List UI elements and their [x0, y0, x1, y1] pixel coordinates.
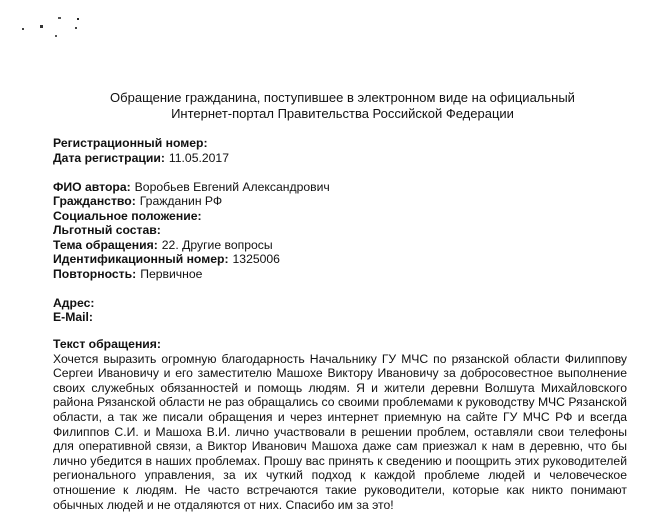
field-reg-date-value: 11.05.2017: [168, 150, 229, 165]
field-repeat-label: Повторность:: [53, 266, 137, 281]
field-topic-value: 22. Другие вопросы: [161, 237, 273, 252]
spacer: [53, 281, 633, 296]
field-social-status: [53, 209, 633, 224]
field-reg-number-label: Регистрационный номер:: [53, 136, 208, 150]
field-author: [53, 180, 633, 195]
field-citizenship: [53, 194, 633, 209]
field-id-number: [53, 252, 633, 267]
field-topic-label: Тема обращения:: [53, 237, 158, 252]
field-email: [53, 310, 633, 325]
field-author-value: Воробьев Евгений Александрович: [134, 179, 330, 194]
spacer: [53, 165, 633, 180]
field-reg-date-label: Дата регистрации:: [53, 150, 165, 165]
document-title-line-1: Обращение гражданина, поступившее в электронном виде на официальный: [110, 90, 575, 105]
document-title: [0, 90, 655, 122]
field-repeat-value: Первичное: [140, 266, 203, 281]
field-author-label: ФИО автора:: [53, 179, 131, 194]
field-address: [53, 296, 633, 311]
field-social-status-label: Социальное положение:: [53, 208, 202, 223]
field-reg-number: [53, 136, 633, 151]
scan-artifact-marks: [22, 14, 92, 40]
field-benefit: [53, 223, 633, 238]
field-email-label: E-Mail:: [53, 310, 93, 324]
field-address-label: Адрес:: [53, 295, 95, 310]
registration-fields: [53, 136, 633, 325]
field-reg-date: [53, 151, 633, 166]
field-topic: [53, 238, 633, 253]
field-repeat: [53, 267, 633, 282]
field-benefit-label: Льготный состав:: [53, 223, 161, 237]
field-id-number-value: 1325006: [232, 252, 280, 266]
appeal-text: Хочется выразить огромную благодарность Начальнику ГУ МЧС по рязанской области Филиппову Сергеи Ивановичу и его заместителю Машохе Виктору Ивановичу за добросовестное выполнение своих служебных обязанностей и помощь людям. Я и жители деревни Волшута Михайловского района Рязанской области не раз обращались со своими проблемами к руководству МЧС Рязанской области, а так же писали обращения и через интернет приемную на сайте ГУ МЧС РФ и всегда Филиппов С.И. и Машоха В.И. лично участвовали в решении проблем, оставляли свои телефоны для оперативной связи, а Виктор Иванович Машоха даже сам приезжал к нам в деревню, что бы лично убедится в наших проблемах. Прошу вас принять к сведению и поощрить этих руководителей регионального управления, за их чуткий подход к каждой проблеме людей и человеческое отношение к людям. Не часто встречаются такие руководители, которые как никто понимают обычных людей и не отдаляются от них. Спасибо им за это!: [53, 351, 627, 512]
field-id-number-label: Идентификационный номер:: [53, 252, 229, 266]
field-citizenship-label: Гражданство:: [53, 194, 136, 208]
document-title-line-2: Интернет-портал Правительства Российской Федерации: [171, 106, 514, 121]
appeal-label: Текст обращения:: [53, 337, 161, 351]
field-citizenship-value: Гражданин РФ: [139, 194, 223, 208]
appeal-section: [53, 337, 627, 512]
